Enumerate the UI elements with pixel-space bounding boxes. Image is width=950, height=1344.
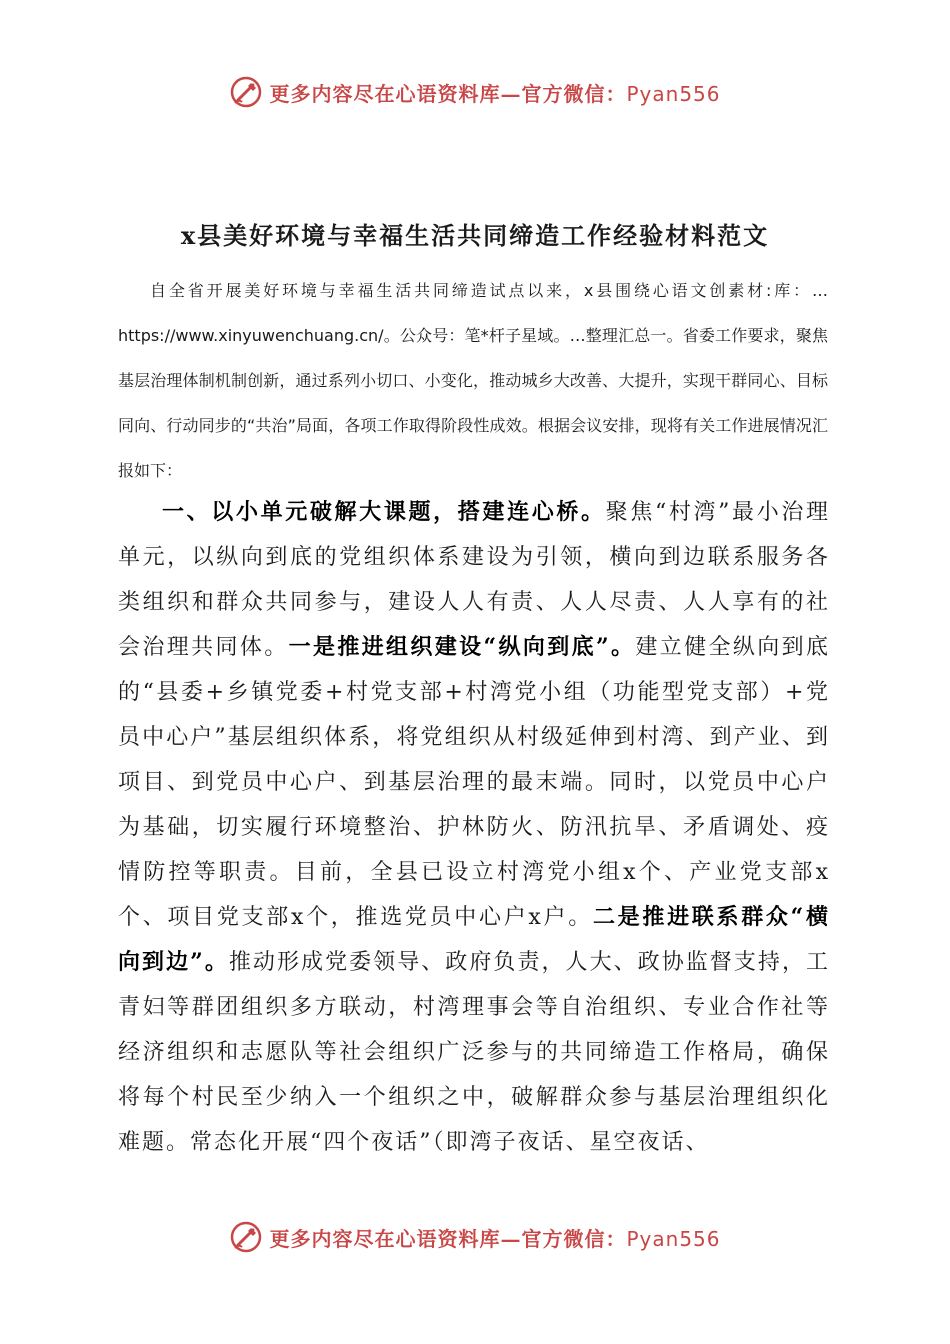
watermark-text: 更多内容尽在心语资料库—官方微信：Pyan556 [269, 81, 721, 106]
watermark-text: 更多内容尽在心语资料库—官方微信：Pyan556 [269, 1226, 721, 1251]
watermark-banner-bottom [0, 1217, 950, 1257]
point-1-heading: 一是推进组织建设“纵向到底”。 [288, 634, 636, 660]
pen-logo-icon [229, 1220, 263, 1254]
watermark-banner-top [0, 72, 950, 112]
intro-paragraph: 自全省开展美好环境与幸福生活共同缔造试点以来，x县围绕心语文创素材:库：…https://www.xinyuwenchuang.cn/。公众号：笔*杆子星域。…整理汇总一。省委工作要求，聚焦基层治理体制机制创新，通过系列小切口、小变化，推动城乡大改善、大提升，实现干群同心、目标同向、行动同步的“共治”局面，各项工作取得阶段性成效。根据会议安排，现将有关工作进展情况汇报如下： [118, 281, 828, 480]
section-1-paragraph: 一、以小单元破解大课题，搭建连心桥。聚焦“村湾”最小治理单元，以纵向到底的党组织体系建设为引领，横向到边联系服务各类组织和群众共同参与，建设人人有责、人人尽责、人人享有的社会治理共同体。一是推进组织建设“纵向到底”。建立健全纵向到底的“县委+乡镇党委+村党支部+村湾党小组（功能型党支部）+党员中心户”基层组织体系，将党组织从村级延伸到村湾、到产业、到项目、到党员中心户、到基层治理的最末端。同时，以党员中心户为基础，切实履行环境整治、护林防火、防汛抗旱、矛盾调处、疫情防控等职责。目前，全县已设立村湾党小组x个、产业党支部x个、项目党支部x个，推选党员中心户x户。二是推进联系群众“横向到边”。推动形成党委领导、政府负责，人大、政协监督支持，工青妇等群团组织多方联动，村湾理事会等自治组织、专业合作社等经济组织和志愿队等社会组织广泛参与的共同缔造工作格局，确保将每个村民至少纳入一个组织之中，破解群众参与基层治理组织化难题。常态化开展“四个夜话”（即湾子夜话、星空夜话、 [118, 499, 830, 1155]
document-title: x县美好环境与幸福生活共同缔造工作经验材料范文 [180, 221, 770, 250]
point-2-heading: 二是推进联系群众“横向到边”。 [118, 904, 830, 975]
pen-logo-icon [229, 75, 263, 109]
section-1-heading: 一、以小单元破解大课题，搭建连心桥。 [162, 499, 606, 525]
